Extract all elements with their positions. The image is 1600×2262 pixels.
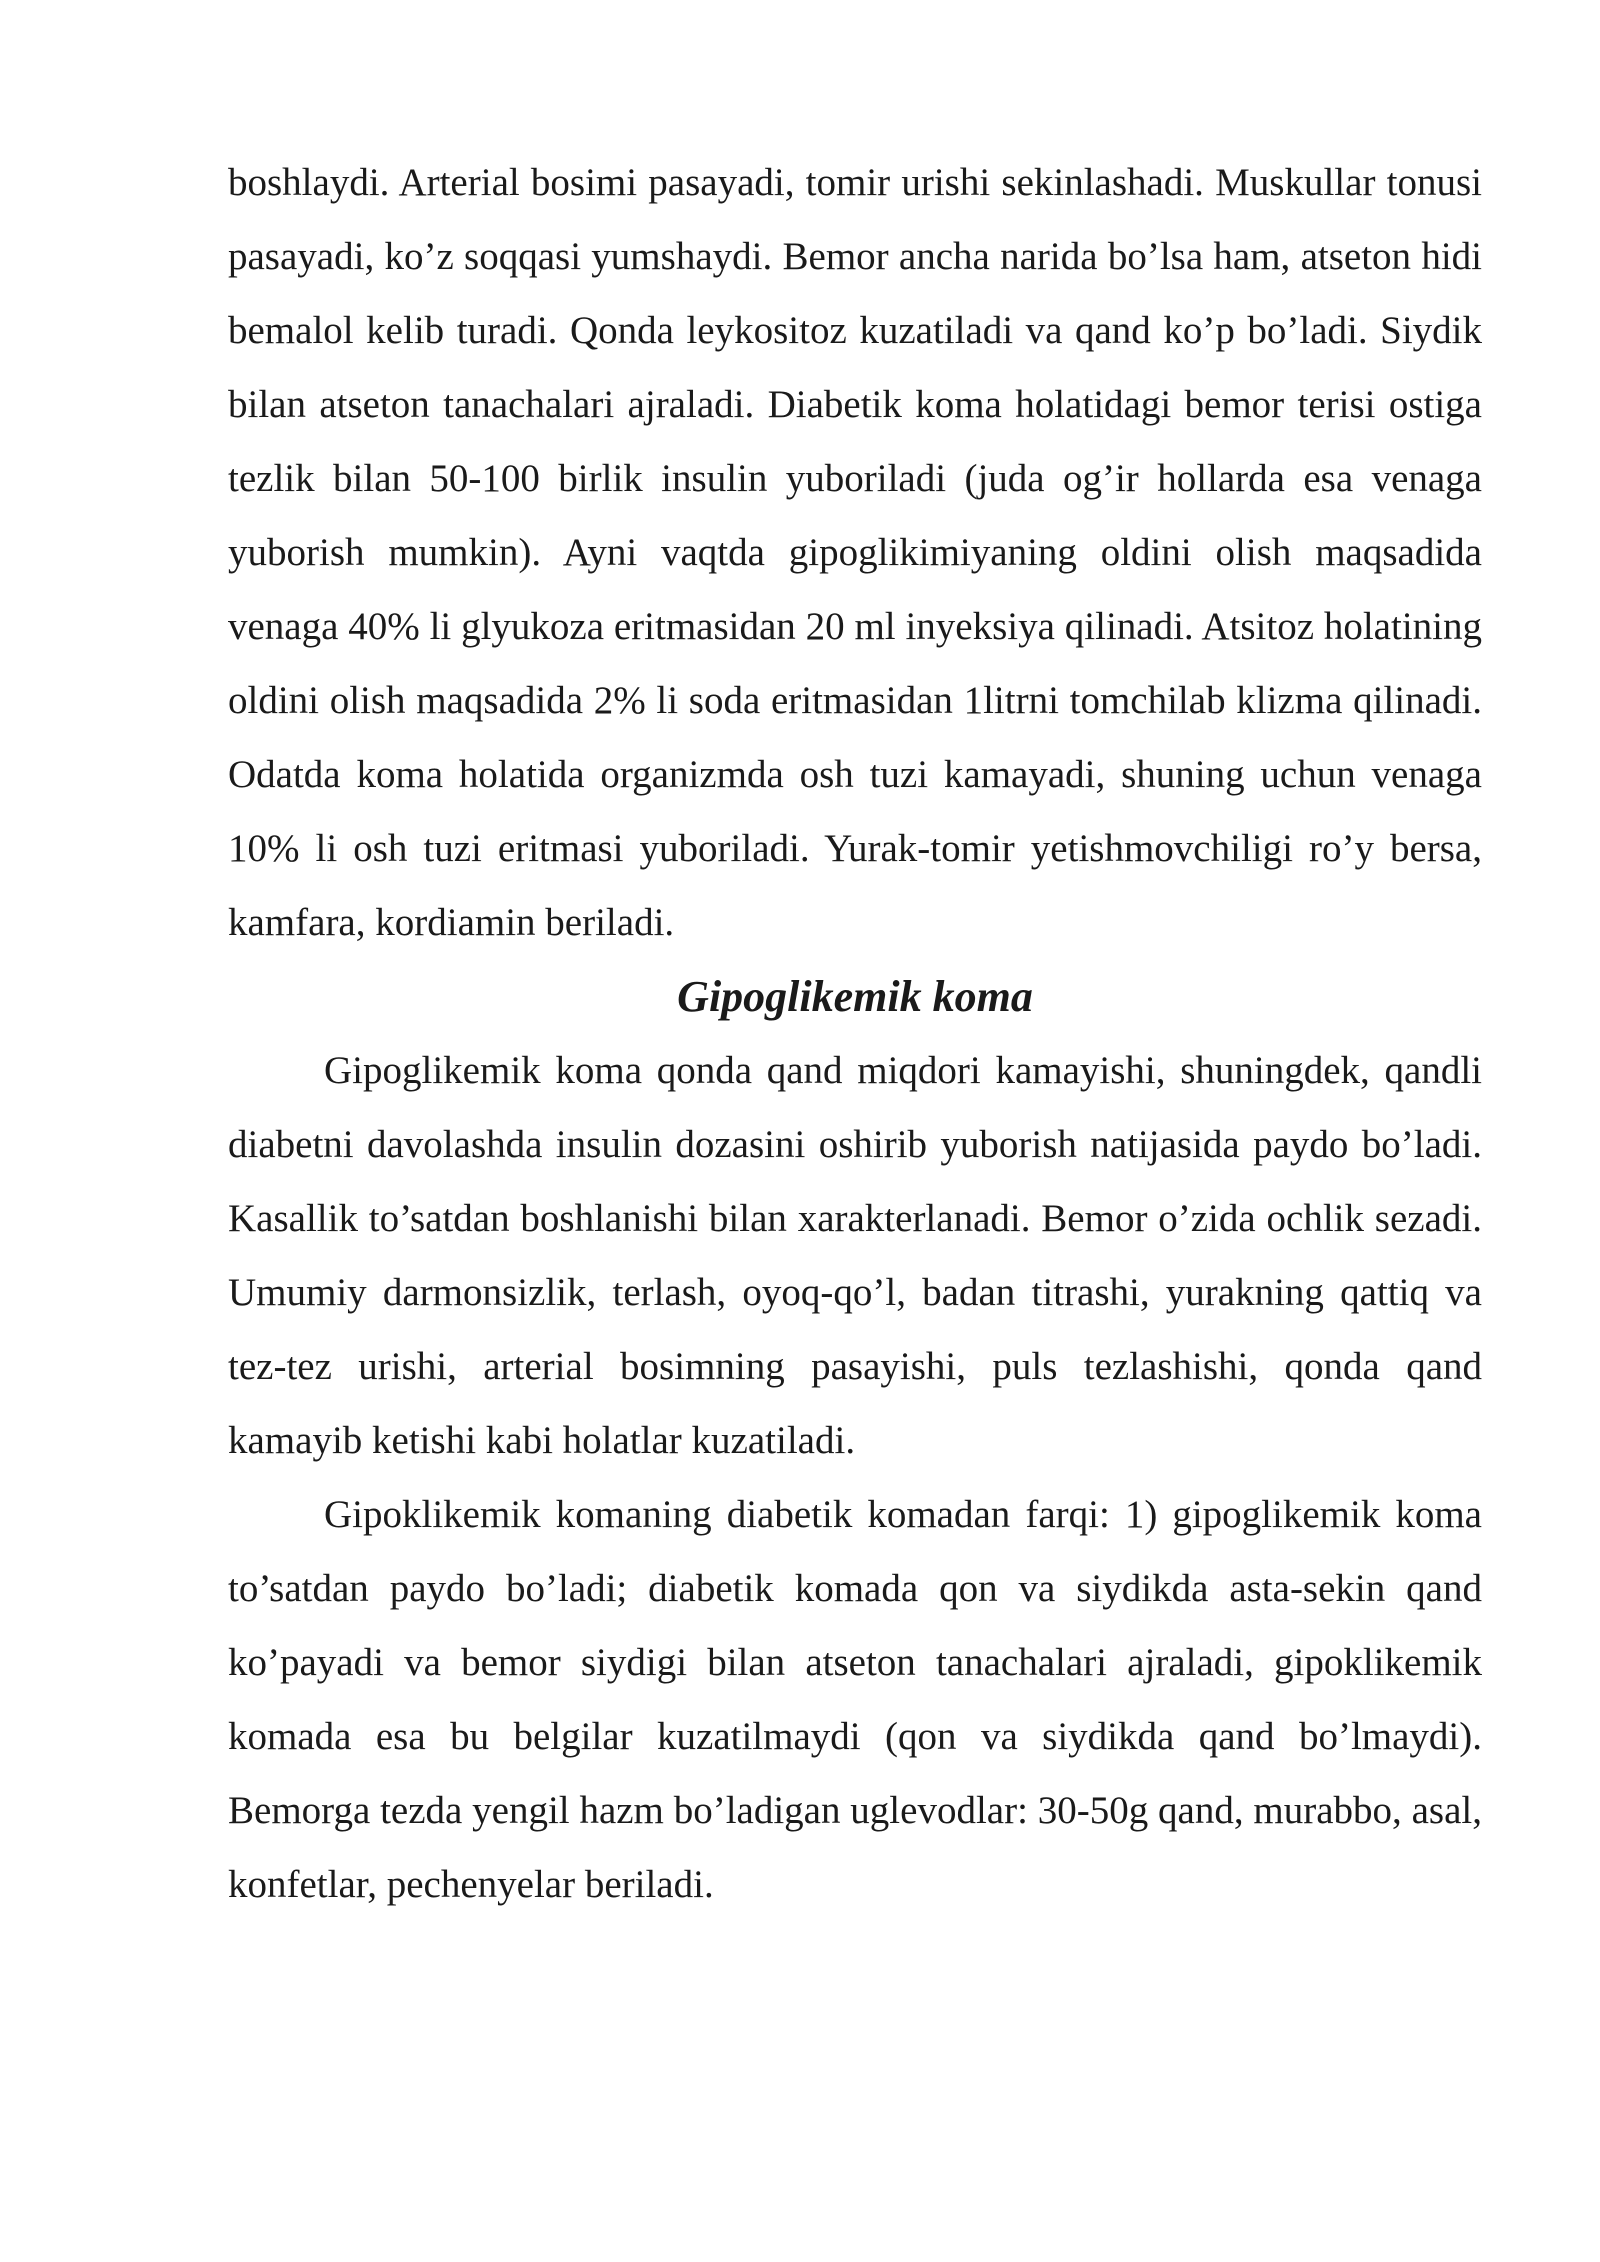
paragraph-diabetic-coma-treatment: boshlaydi. Arterial bosimi pasayadi, tomir urishi sekinlashadi. Muskullar tonusi pasayadi, ko’z soqqasi yumshaydi. Bemor ancha narida bo’lsa ham, atseton hidi bemalol kelib turadi. Qonda leykositoz kuzatiladi va qand ko’p bo’ladi. Siydik bilan atseton tanachalari ajraladi. Diabetik koma holatidagi bemor terisi ostiga tezlik bilan 50-100 birlik insulin yuboriladi (juda og’ir hollarda esa venaga yuborish mumkin). Ayni vaqtda gipoglikimiyaning oldini olish maqsadida venaga 40% li glyukoza eritmasidan 20 ml inyeksiya qilinadi. Atsitoz holatining oldini olish maqsadida 2% li soda eritmasidan 1litrni tomchilab klizma qilinadi. Odatda koma holatida organizmda osh tuzi kamayadi, shuning uchun venaga 10% li osh tuzi eritmasi yuboriladi. Yurak-tomir yetishmovchiligi ro’y bersa, kamfara, kordiamin beriladi. [228, 161, 1482, 944]
document-page [228, 146, 1482, 1922]
paragraph-hypoglycemic-coma-description: Gipoglikemik koma qonda qand miqdori kamayishi, shuningdek, qandli diabetni davolashda insulin dozasini oshirib yuborish natijasida paydo bo’ladi. Kasallik to’satdan boshlanishi bilan xarakterlanadi. Bemor o’zida ochlik sezadi. Umumiy darmonsizlik, terlash, oyoq-qo’l, badan titrashi, yurakning qattiq va tez-tez urishi, arterial bosimning pasayishi, puls tezlashishi, qonda qand kamayib ketishi kabi holatlar kuzatiladi. [228, 1049, 1482, 1462]
paragraph-hypoglycemic-vs-diabetic: Gipoklikemik komaning diabetik komadan farqi: 1) gipoglikemik koma to’satdan paydo bo’ladi; diabetik komada qon va siydikda asta-sekin qand ko’payadi va bemor siydigi bilan atseton tanachalari ajraladi, gipoklikemik komada esa bu belgilar kuzatilmaydi (qon va siydikda qand bo’lmaydi). Bemorga tezda yengil hazm bo’ladigan uglevodlar: 30-50g qand, murabbo, asal, konfetlar, pechenyelar beriladi. [228, 1493, 1482, 1906]
section-heading: Gipoglikemik koma [677, 972, 1033, 1021]
